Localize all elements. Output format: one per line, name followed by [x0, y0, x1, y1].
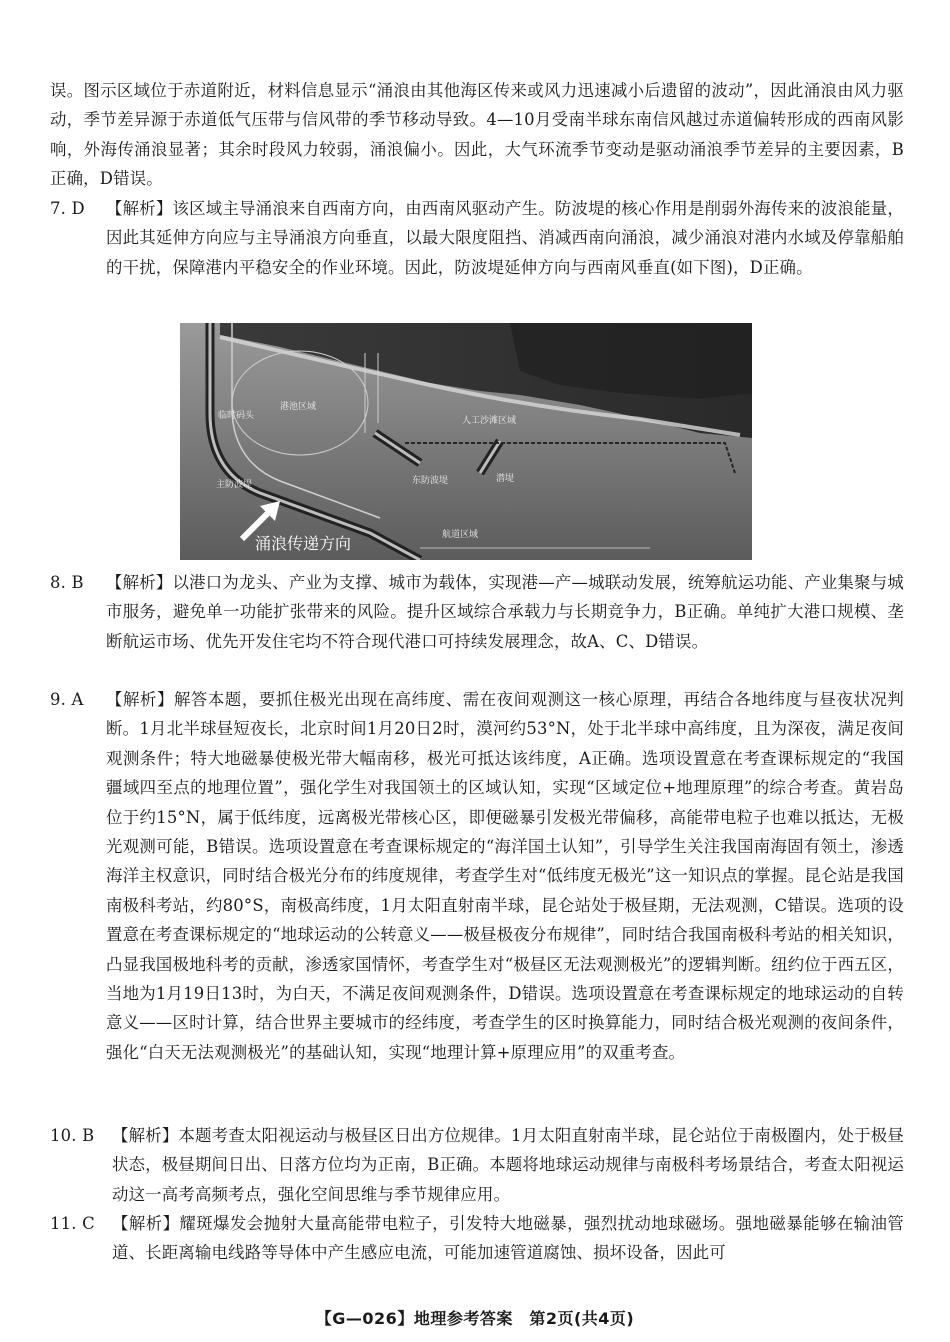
label-submerged-dike: 潜堤 [496, 474, 515, 484]
answer-11-text: 【解析】耀斑爆发会抛射大量高能带电粒子，引发特大地磁暴，强烈扰动地球磁场。强地磁暴能够在输油管道、长距离输电线路等导体中产生感应电流，可能加速管道腐蚀、损坏设备，因此可 [112, 1214, 904, 1263]
label-swell-direction: 涌浪传递方向 [255, 534, 352, 553]
answer-8-text: 【解析】以港口为龙头、产业为支撑、城市为载体，实现港—产—城联动发展，统筹航运功能、产业集聚与城市服务，避免单一功能扩张带来的风险。提升区域综合承载力与长期竞争力，B正确。单纯扩大港口规模、垄断航运市场、优先开发住宅均不符合现代港口可持续发展理念，故A、C、D错误。 [106, 573, 904, 651]
answer-11 [50, 1209, 904, 1268]
answer-7-text: 【解析】该区域主导涌浪来自西南方向，由西南风驱动产生。防波堤的核心作用是削弱外海传来的波浪能量，因此其延伸方向应与主导涌浪方向垂直，以最大限度阻挡、消减西南向涌浪，减少涌浪对港内水域及停靠船舶的干扰，保障港内平稳安全的作业环境。因此，防波堤延伸方向与西南风垂直(如下图)，D正确。 [106, 199, 904, 277]
breakwater-figure [180, 323, 752, 560]
answer-7-number: 7. D [50, 199, 85, 218]
label-harbor-pool: 港池区域 [280, 402, 317, 412]
answer-10-number: 10. B [50, 1126, 95, 1145]
answer-9 [50, 685, 904, 1067]
label-east-breakwater: 东防波堤 [412, 476, 449, 486]
label-artificial-beach: 人工沙滩区域 [462, 416, 517, 426]
answer-7 [50, 194, 904, 282]
answer-11-number: 11. C [50, 1214, 95, 1233]
continued-paragraph [50, 76, 904, 194]
answer-9-text: 【解析】解答本题，要抓住极光出现在高纬度、需在夜间观测这一核心原理，再结合各地纬度与昼夜状况判断。1月北半球昼短夜长，北京时间1月20日2时，漠河约53°N，处于北半球中高纬度，且为深夜，满足夜间观测条件；特大地磁暴使极光带大幅南移，极光可抵达该纬度，A正确。选项设置意在考查课标规定的“我国疆域四至点的地理位置”，强化学生对我国领土的区域认知，实现“区域定位+地理原理”的综合考查。黄岩岛位于约15°N，属于低纬度，远离极光带核心区，即便磁暴引发极光带偏移，高能带电粒子也难以抵达，无极光观测可能，B错误。选项设置意在考查课标规定的“海洋国土认知”，引导学生关注我国南海固有领土，渗透海洋主权意识，同时结合极光分布的纬度规律，考查学生对“低纬度无极光”这一知识点的掌握。昆仑站是我国南极科考站，约80°S，南极高纬度，1月太阳直射南半球，昆仑站处于极昼期，无法观测，C错误。选项的设置意在考查课标规定的“地球运动的公转意义——极昼极夜分布规律”，同时结合我国南极科考站的相关知识，凸显我国极地科考的贡献，渗透家国情怀，考查学生对“极昼区无法观测极光”的逻辑判断。纽约位于西五区，当地为1月19日13时，为白天，不满足夜间观测条件，D错误。选项设置意在考查课标规定的地球运动的自转意义——区时计算，结合世界主要城市的经纬度，考查学生的区时换算能力，同时结合极光观测的夜间条件，强化“白天无法观测极光”的基础认知，实现“地理计算+原理应用”的双重考查。 [106, 690, 904, 1062]
answer-8 [50, 568, 904, 656]
answer-8-item [50, 568, 904, 656]
answer-11-item [50, 1209, 904, 1268]
harbor-aerial-image [180, 323, 752, 560]
answer-10-text: 【解析】本题考查太阳视运动与极昼区日出方位规律。1月太阳直射南半球，昆仑站位于南极圈内，处于极昼状态，极昼期间日出、日落方位均为正南，B正确。本题将地球运动规律与南极科考场景结合，考查太阳视运动这一高考高频考点，强化空间思维与季节规律应用。 [112, 1126, 905, 1204]
answer-8-number: 8. B [50, 573, 84, 592]
answer-9-item [50, 685, 904, 1067]
answer-10-item [50, 1121, 904, 1209]
label-main-breakwater: 主防波堤 [216, 480, 253, 490]
page-footer: 【G—026】地理参考答案 第2页(共4页) [315, 1309, 635, 1328]
answer-7-item [50, 194, 904, 282]
answer-9-number: 9. A [50, 690, 84, 709]
answer-6-continued-text: 误。图示区域位于赤道附近，材料信息显示“涌浪由其他海区传来或风力迅速减小后遗留的波动”，因此涌浪由风力驱动，季节差异源于赤道低气压带与信风带的季节移动导致。4—10月受南半球东南信风越过赤道偏转形成的西南风影响，外海传涌浪显著；其余时段风力较弱，涌浪偏小。因此，大气环流季节变动是驱动涌浪季节差异的主要因素，B正确，D错误。 [50, 81, 904, 189]
label-temp-wharf: 临时码头 [218, 411, 255, 421]
answer-10 [50, 1121, 904, 1209]
label-channel: 航道区域 [442, 530, 479, 540]
